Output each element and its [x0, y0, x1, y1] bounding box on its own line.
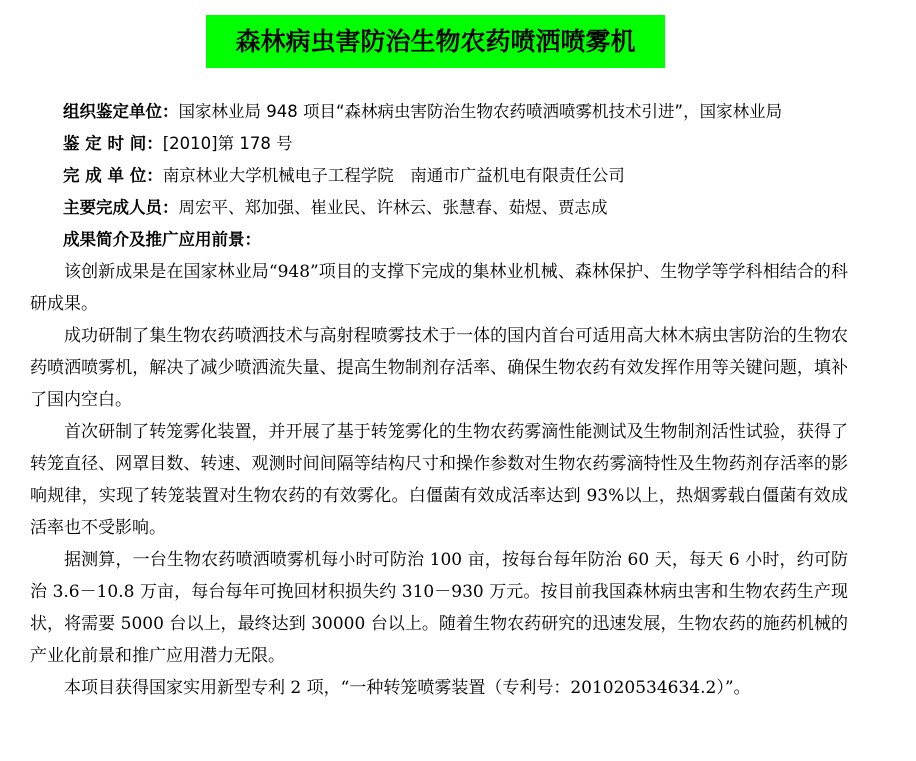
body-paragraph: 本项目获得国家实用新型专利 2 项，“一种转笼喷雾装置（专利号：201020534634.2）”。 [64, 678, 751, 698]
document-body [30, 96, 848, 704]
unit-value: 南京林业大学机械电子工程学院 南通市广益机电有限责任公司 [162, 166, 625, 185]
time-line [30, 128, 848, 160]
summary-label: 成果简介及推广应用前景： [63, 230, 261, 249]
people-line [30, 192, 848, 224]
org-label: 组织鉴定单位： [63, 102, 179, 121]
summary-heading [30, 224, 848, 256]
people-label: 主要完成人员： [63, 198, 179, 217]
unit-line [30, 160, 848, 192]
people-value: 周宏平、郑加强、崔业民、许林云、张慧春、茹煜、贾志成 [178, 198, 608, 217]
time-label: 鉴 定 时 间： [63, 134, 163, 153]
body-paragraph: 首次研制了转笼雾化装置，并开展了基于转笼雾化的生物农药雾滴性能测试及生物制剂活性试验，获得了转笼直径、网罩目数、转速、观测时间间隔等结构尺寸和操作参数对生物农药雾滴特性及生物药剂存活率的影响规律，实现了转笼装置对生物农药的有效雾化。白僵菌有效成活率达到 93%以上，热烟雾载白僵菌有效成活率也不受影响。 [30, 422, 848, 538]
body-paragraph: 据测算，一台生物农药喷洒喷雾机每小时可防治 100 亩，按每台每年防治 60 天，每天 6 小时，约可防治 3.6－10.8 万亩，每台每年可挽回材积损失约 310－930 万元。按目前我国森林病虫害和生物农药生产现状，将需要 5000 台以上，最终达到 30000 台以上。随着生物农药研究的迅速发展，生物农药的施药机械的产业化前景和推广应用潜力无限。 [30, 550, 848, 666]
org-line [30, 96, 848, 128]
time-value: [2010]第 178 号 [162, 134, 293, 153]
body-paragraph: 该创新成果是在国家林业局“948”项目的支撑下完成的集林业机械、森林保护、生物学等学科相结合的科研成果。 [30, 262, 848, 314]
unit-label: 完 成 单 位： [63, 166, 163, 185]
document-title: 森林病虫害防治生物农药喷洒喷雾机 [206, 15, 665, 68]
org-value: 国家林业局 948 项目“森林病虫害防治生物农药喷洒喷雾机技术引进”，国家林业局 [178, 102, 783, 121]
body-paragraph: 成功研制了集生物农药喷洒技术与高射程喷雾技术于一体的国内首台可适用高大林木病虫害防治的生物农药喷洒喷雾机，解决了减少喷洒流失量、提高生物制剂存活率、确保生物农药有效发挥作用等关键问题，填补了国内空白。 [30, 326, 848, 410]
